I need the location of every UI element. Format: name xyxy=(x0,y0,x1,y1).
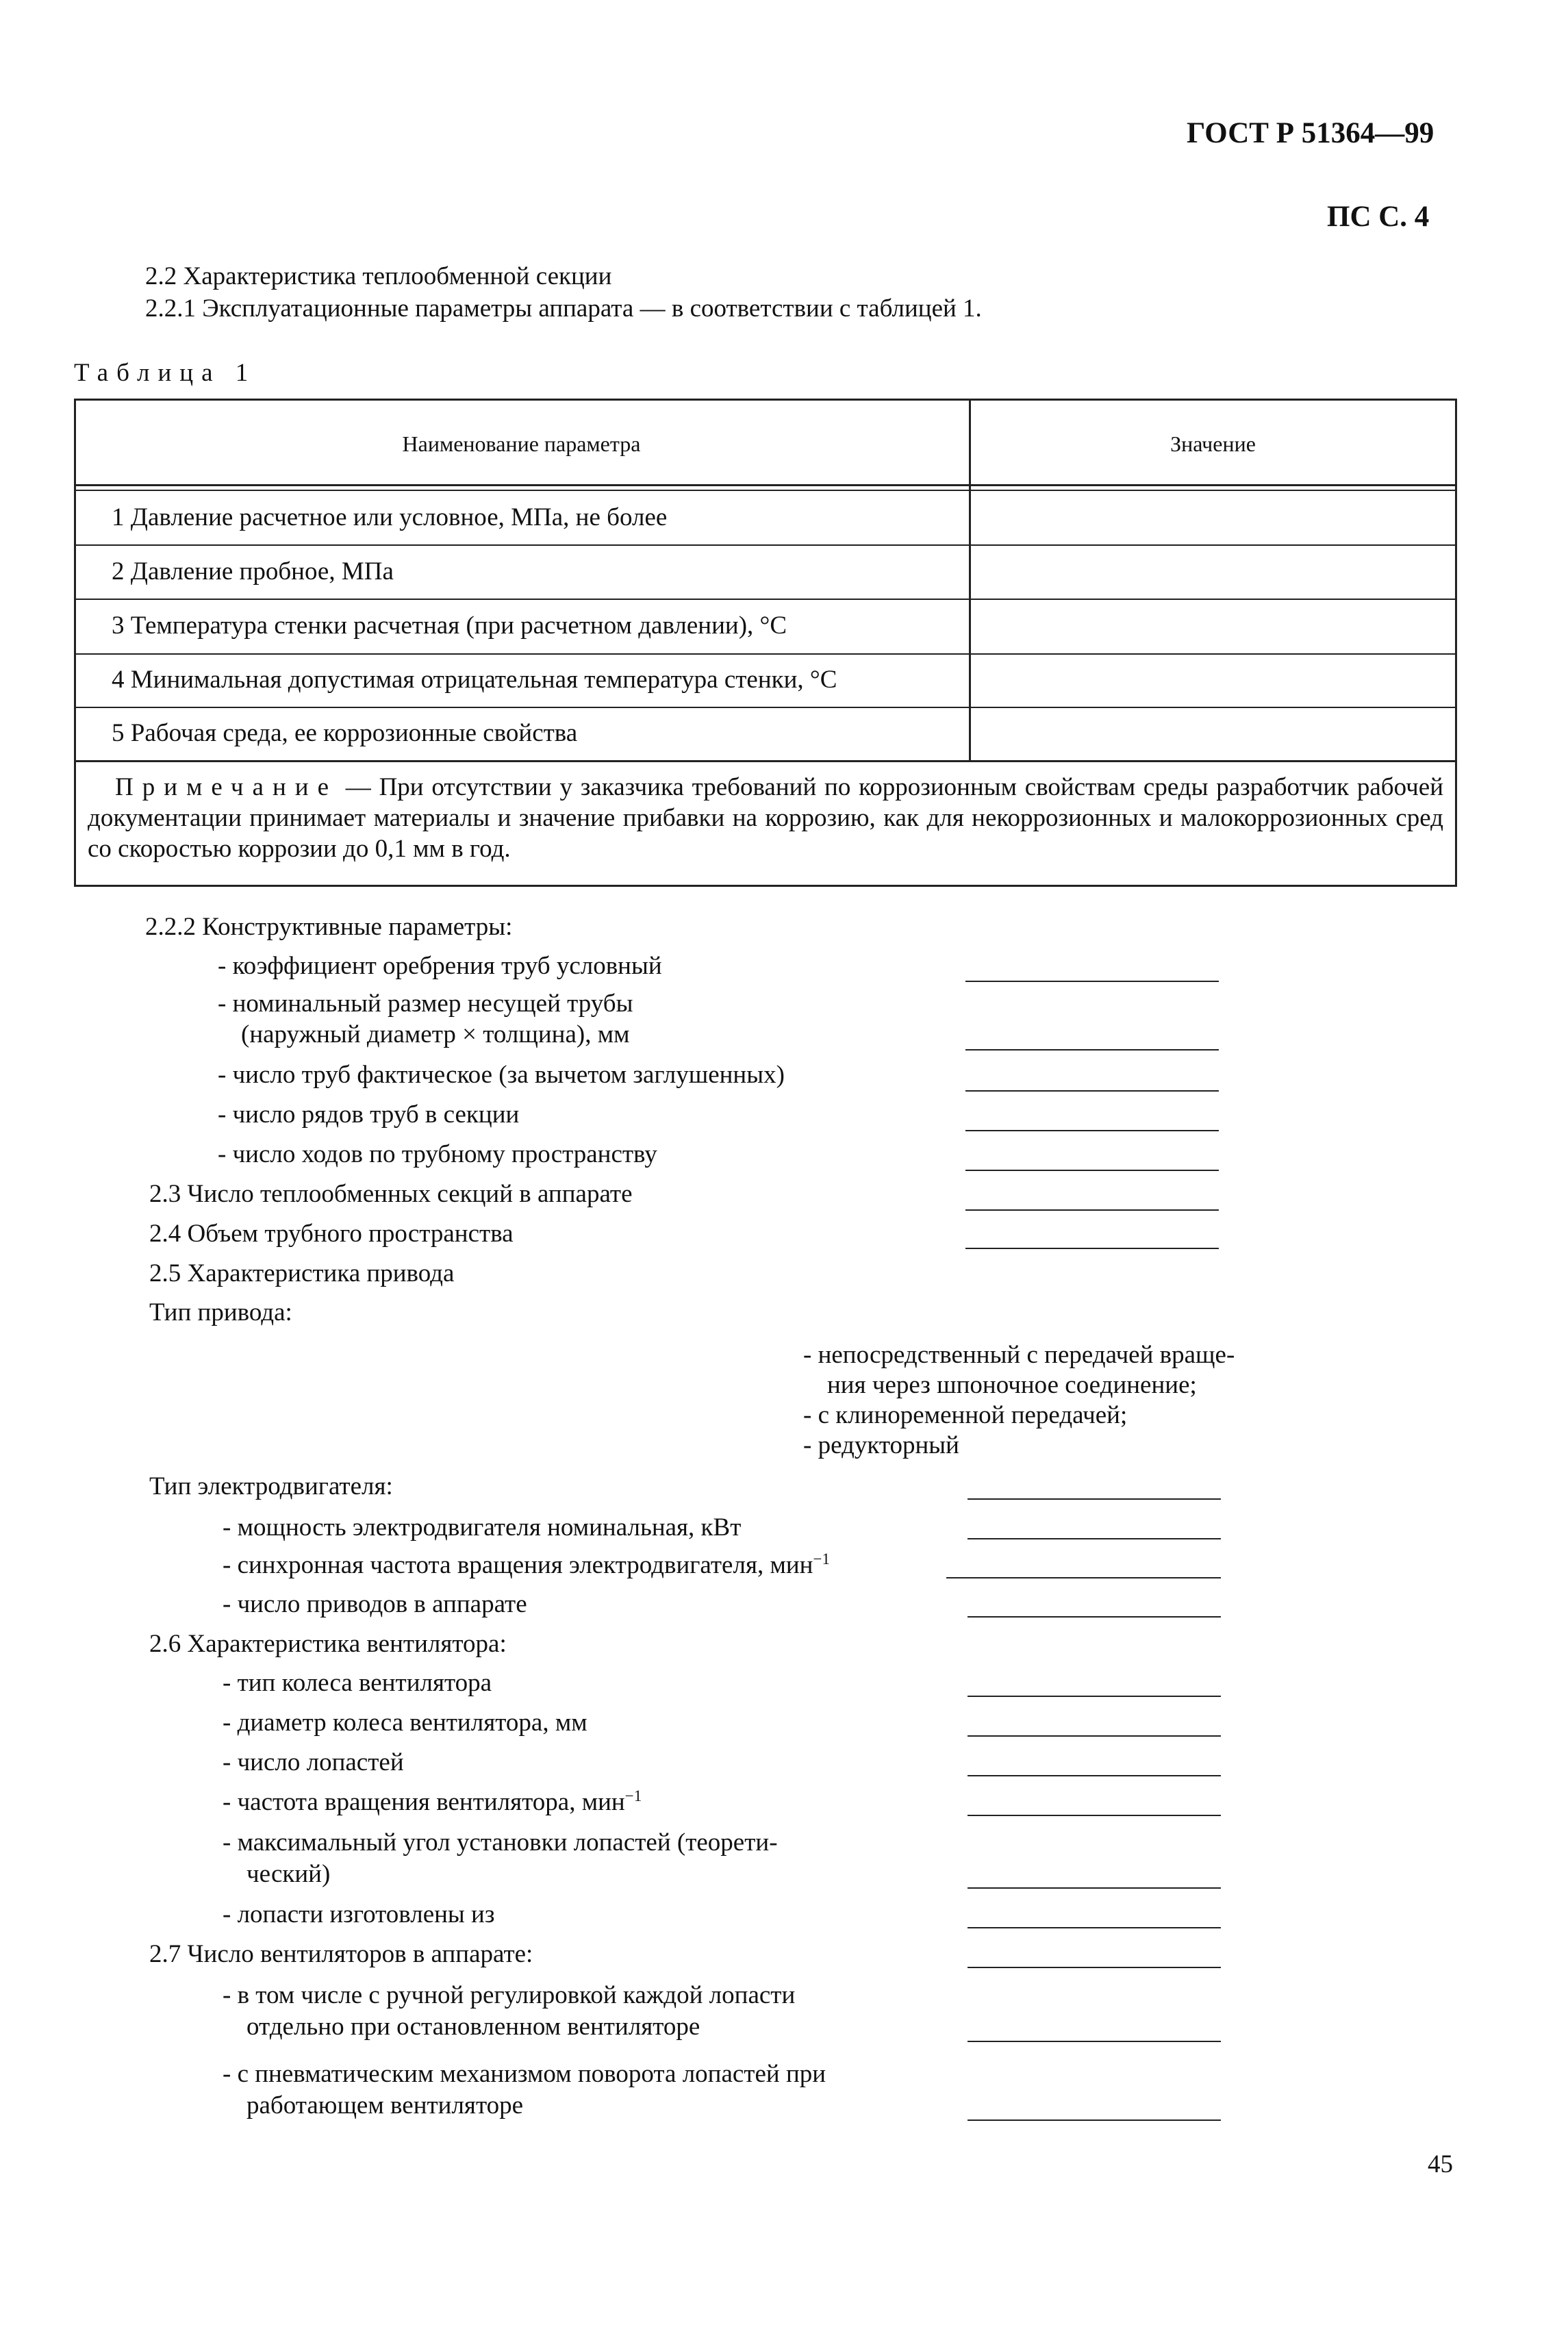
section-2-4: 2.4 Объем трубного пространства xyxy=(149,1220,514,1248)
fill-in-blank xyxy=(965,1209,1219,1211)
table-border-left xyxy=(74,399,76,887)
standard-number: ГОСТ Р 51364—99 xyxy=(1187,117,1434,149)
table-border-right xyxy=(1455,399,1457,887)
list-item: ческий) xyxy=(246,1860,331,1888)
fill-in-blank xyxy=(968,2119,1221,2121)
table-caption: Таблица 1 xyxy=(74,359,257,387)
list-item: - мощность электродвигателя номинальная, кВт xyxy=(223,1513,742,1542)
list-item: работающем вентиляторе xyxy=(246,2091,524,2119)
table-border-top xyxy=(74,399,1457,401)
list-item: (наружный диаметр × толщина), мм xyxy=(241,1020,630,1048)
section-2-7-title: 2.7 Число вентиляторов в аппарате: xyxy=(149,1940,533,1968)
list-item: отдельно при остановленном вентиляторе xyxy=(246,2013,700,2041)
fill-in-blank xyxy=(965,1049,1219,1051)
motor-type-label: Тип электродвигателя: xyxy=(149,1472,393,1500)
superscript: −1 xyxy=(624,1787,642,1804)
row-rule xyxy=(74,544,1457,546)
table-row: 4 Минимальная допустимая отрицательная температура стенки, °С xyxy=(112,666,837,694)
section-2-2-2-title: 2.2.2 Конструктивные параметры: xyxy=(145,913,513,941)
page-label: ПС С. 4 xyxy=(1327,201,1430,233)
table-header-rule xyxy=(74,484,1457,486)
drive-option: ния через шпоночное соединение; xyxy=(827,1371,1197,1399)
fill-in-blank xyxy=(968,1616,1221,1618)
column-header-value: Значение xyxy=(1170,431,1256,456)
list-item: - в том числе с ручной регулировкой каждой лопасти xyxy=(223,1981,796,2009)
note-label: Примечание xyxy=(115,773,338,801)
list-item: - число ходов по трубному пространству xyxy=(218,1140,657,1168)
table-row: 3 Температура стенки расчетная (при расчетном давлении), °С xyxy=(112,612,787,640)
row-rule xyxy=(74,707,1457,708)
fill-in-blank xyxy=(968,1498,1221,1500)
drive-type-label: Тип привода: xyxy=(149,1298,292,1326)
drive-option: - редукторный xyxy=(803,1431,959,1459)
fill-in-blank xyxy=(965,1090,1219,1092)
table-row: 2 Давление пробное, МПа xyxy=(112,557,394,586)
row-rule xyxy=(74,599,1457,600)
note-text: — При отсутствии у заказчика требований по коррозионным свойствам среды разработчик рабочей документации принимает материалы и значение прибавки на коррозию, как для некоррозионных и малокоррозионных сред со скоростью коррозии до 0,1 мм в год. xyxy=(88,773,1444,863)
column-header-parameter: Наименование параметра xyxy=(402,431,641,456)
fill-in-blank xyxy=(968,1735,1221,1737)
list-item: - число лопастей xyxy=(223,1748,404,1776)
list-item: - частота вращения вентилятора, мин$^{-1}$ xyxy=(223,1787,642,1816)
table-note xyxy=(88,772,1443,864)
list-item: - число приводов в аппарате xyxy=(223,1590,527,1618)
fill-in-blank xyxy=(968,1696,1221,1697)
fill-in-blank xyxy=(968,1887,1221,1889)
list-item: - тип колеса вентилятора xyxy=(223,1669,492,1697)
list-item: - максимальный угол установки лопастей (теорети- xyxy=(223,1828,778,1857)
section-2-3: 2.3 Число теплообменных секций в аппарате xyxy=(149,1180,633,1208)
list-item: - номинальный размер несущей трубы xyxy=(218,990,633,1018)
list-item: - число рядов труб в секции xyxy=(218,1100,520,1129)
fill-in-blank xyxy=(965,1170,1219,1171)
parameters-table xyxy=(74,399,1457,887)
fill-in-blank xyxy=(968,1538,1221,1539)
drive-option: - непосредственный с передачей враще- xyxy=(803,1341,1235,1369)
row-rule xyxy=(74,653,1457,655)
list-item: - число труб фактическое (за вычетом заглушенных) xyxy=(218,1061,785,1089)
fill-in-blank xyxy=(968,1815,1221,1816)
section-2-2-1-text: 2.2.1 Эксплуатационные параметры аппарата — в соответствии с таблицей 1. xyxy=(145,294,982,323)
table-row: 1 Давление расчетное или условное, МПа, не более xyxy=(112,503,668,531)
table-header-rule-2 xyxy=(74,490,1457,491)
fill-in-blank xyxy=(965,1248,1219,1249)
fill-in-blank xyxy=(965,1130,1219,1131)
fill-in-blank xyxy=(968,2041,1221,2042)
list-item: - коэффициент оребрения труб условный xyxy=(218,952,662,980)
section-2-2-title: 2.2 Характеристика теплообменной секции xyxy=(145,262,612,290)
fill-in-blank xyxy=(968,1967,1221,1968)
list-item: - синхронная частота вращения электродвигателя, мин$^{-1}$ xyxy=(223,1550,830,1579)
drive-option: - с клиноременной передачей; xyxy=(803,1401,1128,1429)
superscript: −1 xyxy=(813,1550,830,1568)
fill-in-blank xyxy=(968,1927,1221,1928)
list-item: - лопасти изготовлены из xyxy=(223,1900,495,1928)
section-2-5-title: 2.5 Характеристика привода xyxy=(149,1259,455,1287)
fill-in-blank xyxy=(965,981,1219,982)
section-2-6-title: 2.6 Характеристика вентилятора: xyxy=(149,1630,507,1658)
list-item: - с пневматическим механизмом поворота лопастей при xyxy=(223,2060,826,2088)
fill-in-blank xyxy=(968,1775,1221,1776)
fill-in-blank xyxy=(946,1577,1221,1578)
row-rule xyxy=(74,760,1457,762)
table-border-bottom xyxy=(74,885,1457,887)
list-item: - диаметр колеса вентилятора, мм xyxy=(223,1709,587,1737)
table-row: 5 Рабочая среда, ее коррозионные свойства xyxy=(112,719,578,747)
page-number: 45 xyxy=(1428,2150,1453,2178)
